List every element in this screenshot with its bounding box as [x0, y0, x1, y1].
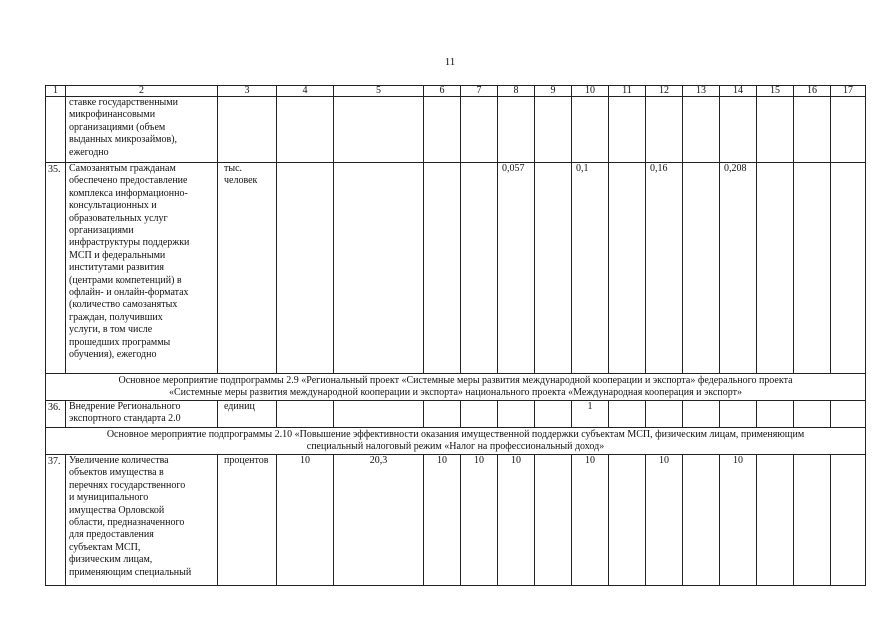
indicator-name: Внедрение Регионального экспортного стандарта 2.0 [66, 401, 218, 428]
value-col-8: 0,057 [498, 163, 535, 374]
value-col-6: 10 [424, 455, 461, 586]
column-number-row [46, 86, 866, 97]
value-col-12: 10 [646, 455, 683, 586]
value-col-10: 10 [572, 455, 609, 586]
col-number-8: 8 [498, 86, 535, 97]
indicator-name: Увеличение количества объектов имущества в перечнях государственного и муниципального имущества Орловской области, предназначенного для предоставления субъектам МСП, физическим лицам, применяющим специальный [66, 455, 218, 586]
table-row-36 [46, 401, 866, 428]
value-col-14: 0,208 [720, 163, 757, 374]
value-col-8: 10 [498, 455, 535, 586]
value-col-5: 20,3 [334, 455, 424, 586]
col-number-17: 17 [831, 86, 866, 97]
section-row-2-10 [46, 428, 866, 455]
row-number: 36. [46, 401, 66, 428]
section-heading: Основное мероприятие подпрограммы 2.9 «Региональный проект «Системные меры развития международной кооперации и экспорта» федерального проекта «Системные меры развития международной кооперации и экспорта» национального проекта «Международная кооперация и экспорт» [46, 374, 866, 401]
section-row-2-9 [46, 374, 866, 401]
col-number-10: 10 [572, 86, 609, 97]
indicators-table [45, 85, 866, 586]
section-heading: Основное мероприятие подпрограммы 2.10 «Повышение эффективности оказания имущественной поддержки субъектам МСП, физическим лицам, применяющим специальный налоговый режим «Налог на профессиональный доход» [46, 428, 866, 455]
row-number: 37. [46, 455, 66, 586]
value-col-4: 10 [277, 455, 334, 586]
page-number: 11 [444, 56, 456, 68]
unit-cell: процентов [218, 455, 277, 586]
col-number-3: 3 [218, 86, 277, 97]
indicator-name: ставке государственными микрофинансовыми организациями (объем выданных микрозаймов), ежегодно [66, 97, 218, 163]
col-number-7: 7 [461, 86, 498, 97]
col-number-1: 1 [46, 86, 66, 97]
col-number-6: 6 [424, 86, 461, 97]
indicator-name: Самозанятым гражданам обеспечено предоставление комплекса информационно- консультационных и образовательных услуг организациями инфраструктуры поддержки МСП и федеральными институтами развития (центрами компетенций) в офлайн- и онлайн-форматах (количество самозанятых граждан, получивших услуги, в том числе прошедших программы обучения), ежегодно [66, 163, 218, 374]
value-col-10: 1 [572, 401, 609, 428]
table-row-35 [46, 163, 866, 374]
value-col-14: 10 [720, 455, 757, 586]
col-number-11: 11 [609, 86, 646, 97]
col-number-2: 2 [66, 86, 218, 97]
value-col-12: 0,16 [646, 163, 683, 374]
col-number-15: 15 [757, 86, 794, 97]
value-col-7: 10 [461, 455, 498, 586]
col-number-9: 9 [535, 86, 572, 97]
table-row-continuation [46, 97, 866, 163]
unit-cell: единиц [218, 401, 277, 428]
col-number-16: 16 [794, 86, 831, 97]
col-number-13: 13 [683, 86, 720, 97]
col-number-12: 12 [646, 86, 683, 97]
col-number-5: 5 [334, 86, 424, 97]
col-number-14: 14 [720, 86, 757, 97]
value-col-10: 0,1 [572, 163, 609, 374]
unit-cell: тыс. человек [218, 163, 277, 374]
col-number-4: 4 [277, 86, 334, 97]
row-number: 35. [46, 163, 66, 374]
table-row-37 [46, 455, 866, 586]
